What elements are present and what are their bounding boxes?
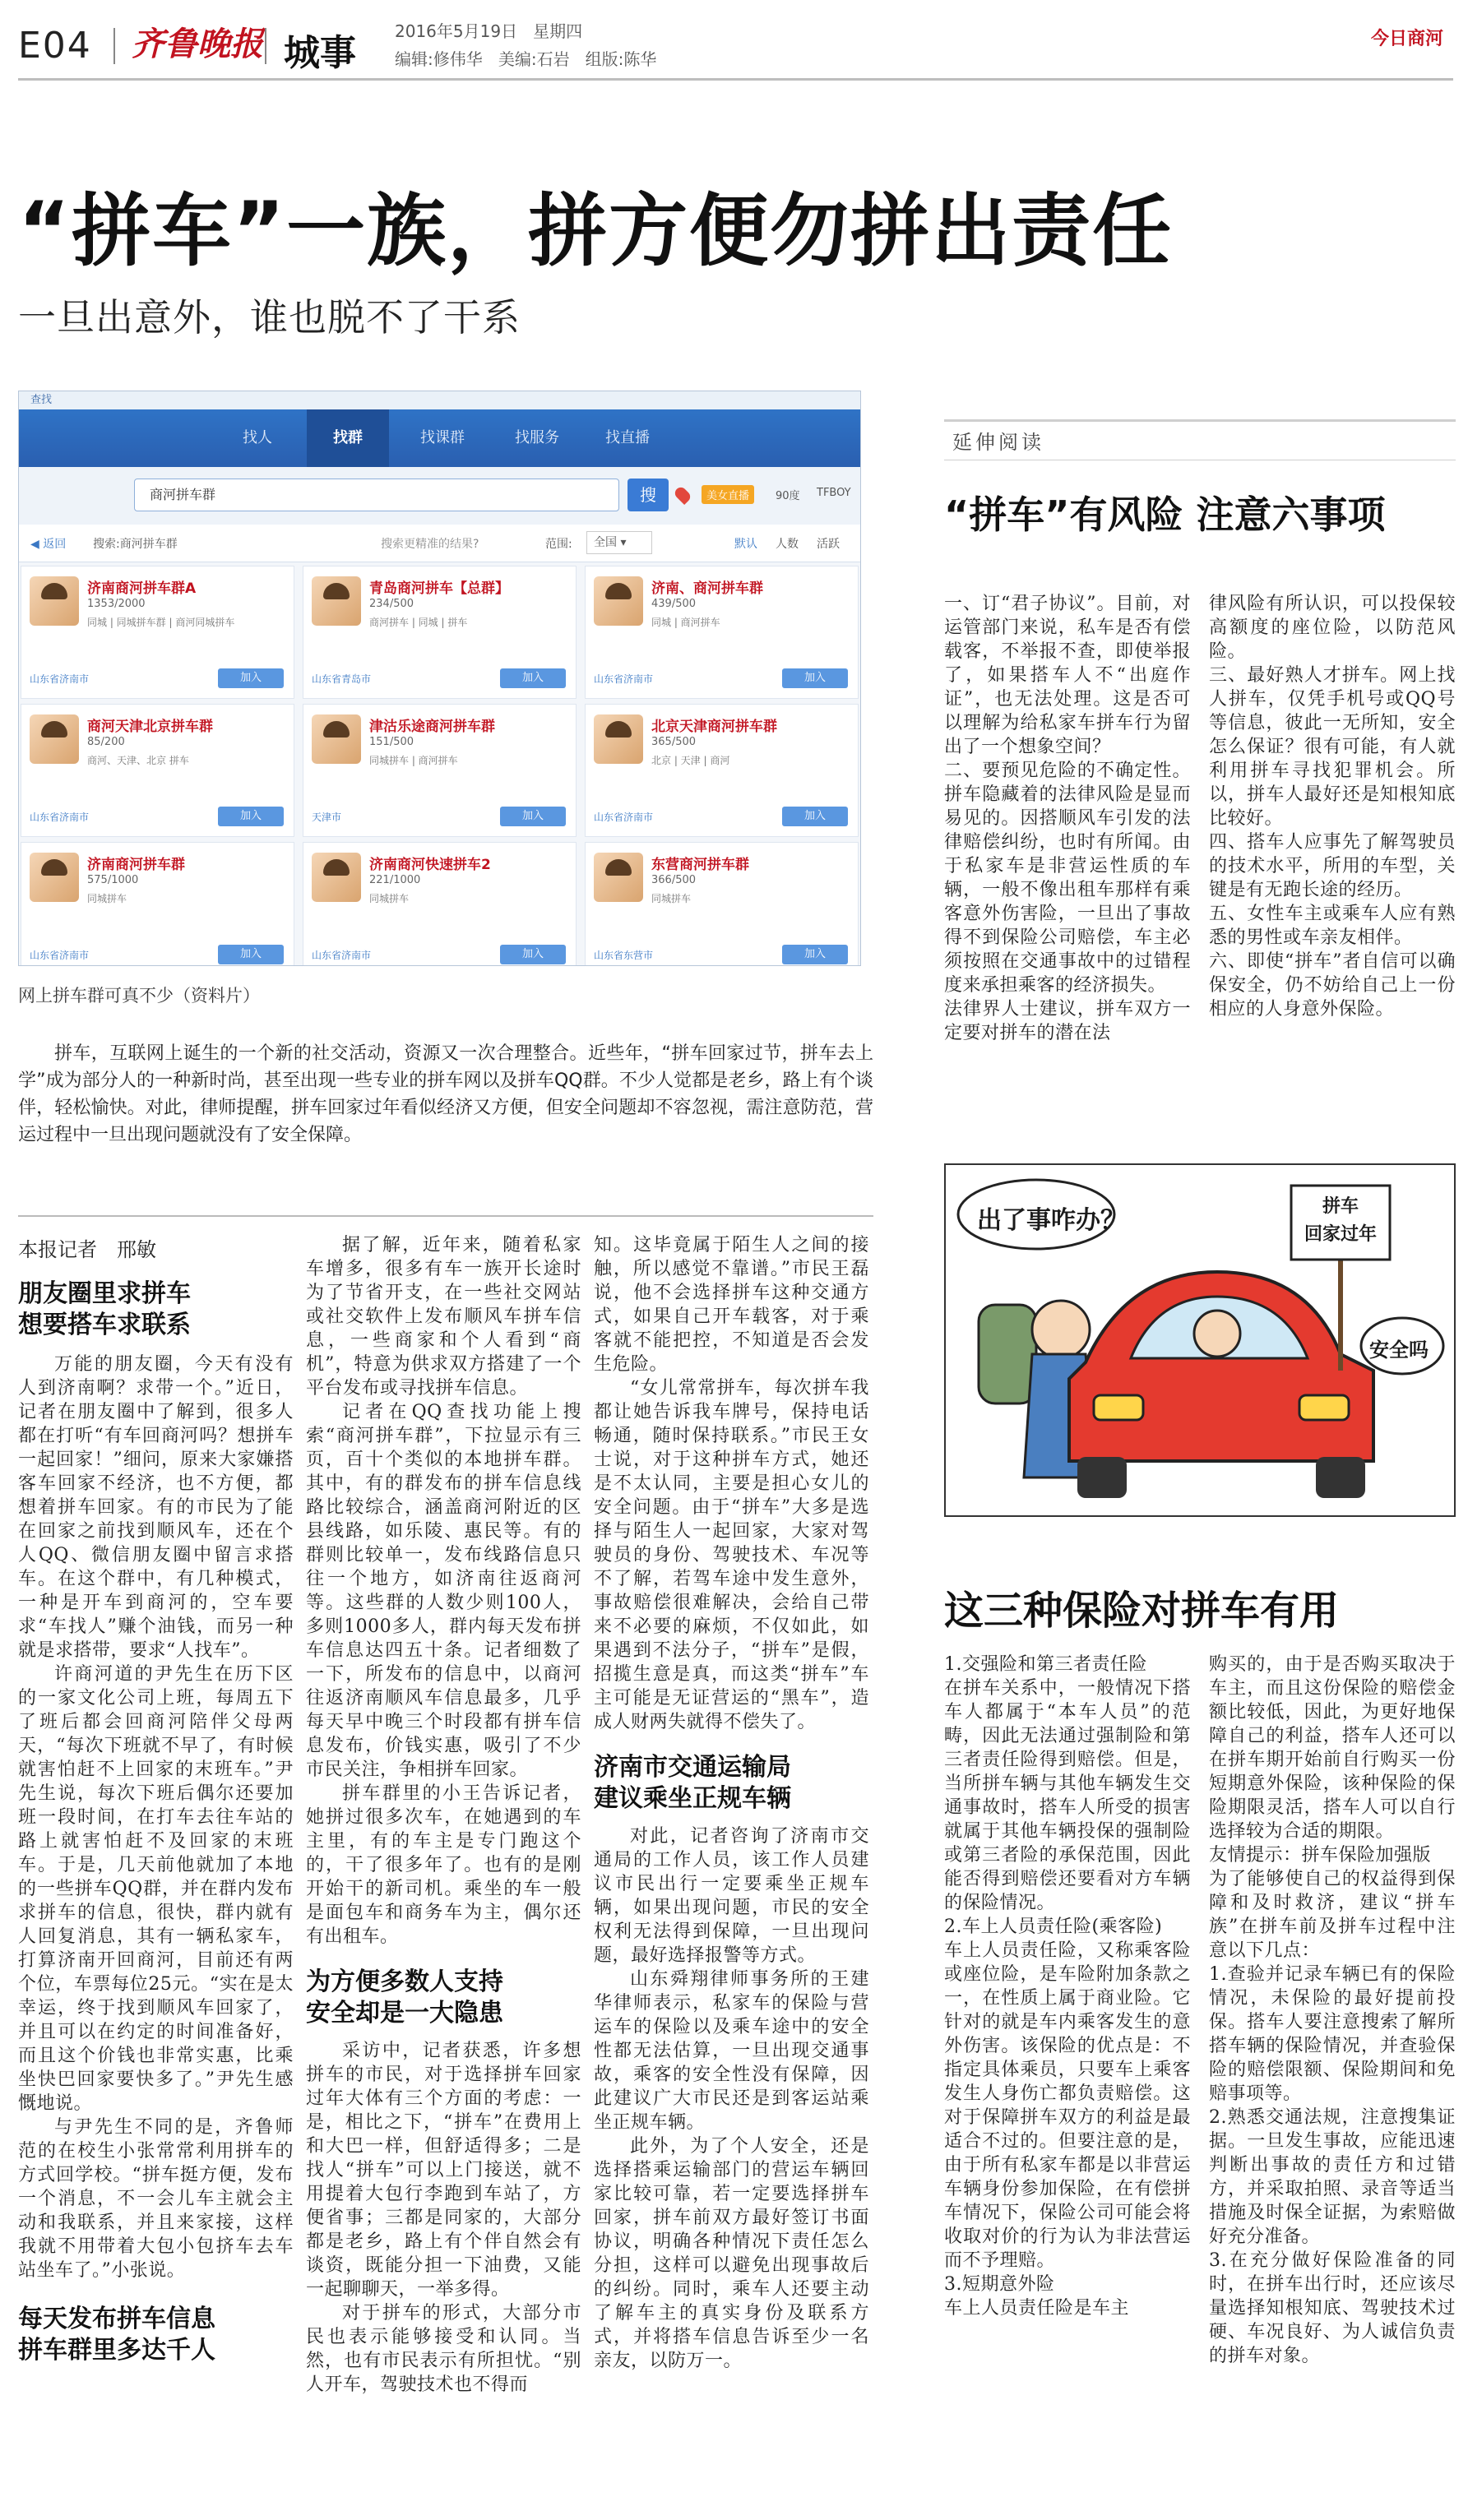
search-row (19, 467, 860, 525)
group-member-count: 1353/2000 (87, 598, 146, 610)
group-location: 天津市 (312, 811, 342, 823)
article-column-3 (594, 1233, 869, 2373)
user-badge: 美女直播 (702, 485, 754, 504)
date: 2016年5月19日 (395, 21, 518, 41)
group-card[interactable] (21, 704, 294, 837)
subhead-line: 想要搭车求联系 (18, 1311, 191, 1339)
group-name: 济南商河快速拼车2 (369, 857, 491, 873)
paragraph: 万能的朋友圈，今天有没有人到济南啊？求带一个。”近日，记者在朋友圈中了解到，很多人都在打听“有车回商河吗？想拼车一起回家！”细问，原来大家嫌搭客车回家不经济，也不方便，都想着拼车回家。有的市民为了能在回家之前找到顺风车，还在个人QQ、微信朋友圈中留言求搭车。在这个群中，有几种模式，一种是开车到商河的，空车要求“车找人”赚个油钱，而另一种就是求搭带，要求“人找车”。 (18, 1354, 294, 1661)
scope-label: 范围: (545, 538, 572, 551)
group-tags: 同城拼车 (87, 893, 127, 904)
section-rule (18, 1215, 873, 1217)
sign-text (1291, 1193, 1390, 1249)
group-member-count: 365/500 (651, 736, 697, 748)
wheel-right (1316, 1457, 1365, 1498)
insurance-column-1: 1.交强险和第三者责任险 在拼车关系中，一般情况下搭车人都属于“本车人员”的范畴，因此无法通过强制险和第三者责任险得到赔偿。但是，当所拼车辆与其他车辆发生交通事故时，搭车人所受的损害就属于其他车辆投保的强制险或第三者险的承保范围，因此能否得到赔偿还要看对方车辆的保险情况。 2.车上人员责任险(乘客险) 车上人员责任险，又称乘客险或座位险，是车险附加条款之一，在性质上属于商业险。它针对的就是车内乘客发生的意外伤害。该保险的优点是：不指定具体乘员，只要车上乘客发生人身伤亡都负责赔偿。这对于保障拼车双方的利益是最适合不过的。但要注意的是，由于所有私家车都是以非营运车辆身份参加保险，在有偿拼车情况下，保险公司可能会将收取对价的行为认为非法营运而不予理赔。 3.短期意外险 车上人员责任险是车主 (944, 1654, 1191, 2319)
carpool-cartoon (944, 1163, 1456, 1517)
group-tags: 同城 | 商河拼车 (651, 617, 720, 628)
subhead-line: 安全却是一大隐患 (306, 1999, 503, 2028)
tab-find-groups[interactable]: 找群 (307, 409, 389, 467)
join-group-button[interactable]: 加入 (500, 945, 566, 964)
layout-editor: 组版:陈华 (585, 49, 657, 69)
sort-members[interactable]: 人数 (776, 538, 799, 551)
group-name: 商河天津北京拼车群 (87, 719, 213, 735)
group-avatar (594, 714, 643, 764)
paragraph: 对此，记者咨询了济南市交通局的工作人员，该工作人员建议市民出行一定要乘坐正规车辆，如果出现问题，市民的安全权利无法得到保障，一旦出现问题，最好选择报警等方式。 (594, 1826, 869, 1966)
paragraph: 知。这毕竟属于陌生人之间的接触，所以感觉不靠谱。”市民王磊说，他不会选择拼车这种交通方式，如果自己开车载客，对于乘客就不能把控，不知道是否会发生危险。 (594, 1235, 869, 1375)
page-number: E04 (18, 25, 92, 67)
user-number: 90度 (776, 490, 800, 502)
photo-caption: 网上拼车群可真不少（资料片） (18, 986, 260, 1006)
article-column-1 (18, 1278, 294, 2366)
group-member-count: 85/200 (87, 736, 125, 748)
group-name: 北京天津商河拼车群 (651, 719, 777, 735)
lead-paragraph: 拼车，互联网上诞生的一个新的社交活动，资源又一次合理整合。近些年，“拼车回家过节，拼车去上学”成为部分人的一种新时尚，甚至出现一些专业的拼车网以及拼车QQ群。不少人觉都是老乡，路上有个谈伴，轻松愉快。对此，律师提醒，拼车回家过年看似经济又方便，但安全问题却不容忽视，需注意防范，营运过程中一旦出现问题就没有了安全保障。 (18, 1043, 873, 1145)
headlight-left (1094, 1395, 1143, 1420)
scope-value: 全国 (594, 536, 617, 549)
tab-find-live[interactable]: 找直播 (605, 429, 650, 446)
join-group-button[interactable]: 加入 (782, 945, 848, 964)
group-location: 山东省济南市 (594, 673, 654, 685)
tab-find-services[interactable]: 找服务 (515, 429, 559, 446)
risk-column-2: 律风险有所认识，可以投保较高额度的座位险，以防范风险。 三、最好熟人才拼车。网上找人拼车，仅凭手机号或QQ号等信息，彼此一无所知，安全怎么保证？很有可能，有人就利用拼车寻找犯罪机会。所以，拼车人最好还是知根知底比较好。 四、搭车人应事先了解驾驶员的技术水平，所用的车型，关键是有无跑长途的经历。 五、女性车主或乘车人应有熟悉的男性或车亲友相伴。 六、即使“拼车”者自信可以确保安全，仍不妨给自己上一份相应的人身意外保险。 (1209, 594, 1456, 1020)
edition-tag: 今日商河 (1370, 29, 1443, 49)
column-body (594, 1824, 869, 2373)
join-group-button[interactable]: 加入 (782, 668, 848, 688)
filter-query: 搜索:商河拼车群 (93, 538, 178, 551)
hiker-head (1032, 1301, 1090, 1358)
group-card[interactable] (21, 842, 294, 966)
join-group-button[interactable]: 加入 (218, 807, 284, 826)
sort-activity[interactable]: 活跃 (817, 538, 840, 551)
subhead-line: 济南市交通运输局 (594, 1753, 791, 1782)
newspaper-logo: 齐鲁晚报 (132, 25, 263, 63)
group-member-count: 221/1000 (369, 874, 421, 886)
group-member-count: 366/500 (651, 874, 697, 886)
group-avatar (312, 853, 361, 902)
paragraph: 采访中，记者获悉，许多想拼车的市民，对于选择拼车回家过年大体有三个方面的考虑：一是，相比之下，“拼车”在费用上和大巴一样，但舒适得多；二是找人“拼车”可以上门接送，就不用提着大包行李跑到车站了，方便省事；三都是同家的，大部分都是老乡，路上有个伴自然会有谈资，既能分担一下油费，又能一起聊聊天，一举多得。 (306, 2041, 581, 2300)
group-member-count: 151/500 (369, 736, 414, 748)
group-location: 山东省济南市 (30, 673, 90, 685)
group-name: 济南、商河拼车群 (651, 580, 763, 597)
subhead-line: 每天发布拼车信息 (18, 2305, 215, 2333)
insurance-section-title: 这三种保险对拼车有用 (944, 1588, 1340, 1634)
sort-default[interactable]: 默认 (734, 538, 757, 551)
subhead-line: 朋友圈里求拼车 (18, 1279, 191, 1308)
group-tags: 商河、天津、北京 拼车 (87, 755, 189, 766)
location-pin-icon (673, 485, 692, 505)
group-card[interactable] (585, 566, 859, 699)
subhead-daily-posts (18, 2304, 294, 2366)
join-group-button[interactable]: 加入 (218, 945, 284, 964)
reply-text: 安全吗 (1369, 1339, 1429, 1362)
paragraph: 许商河道的尹先生在历下区的一家文化公司上班，每周五下了班后都会回商河陪伴父母两天，“每次下班就不早了，有时候就害怕赶不上回家的末班车。”尹先生说，每次下班后偶尔还要加班一段时间，在打车去往车站的路上就害怕赶不及回家的末班车。于是，几天前他就加了本地的一些拼车QQ群，并在群内发布求拼车的信息，很快，群内就有人回复消息，其有一辆私家车，打算济南开回商河，目前还有两个位，车票每位25元。“实在是太幸运，终于找到顺风车回家了，并且可以在约定的时间准备好，而且这个价钱也非常实惠，比乘坐快巴回家要快多了。”尹先生感慨地说。 (18, 1664, 294, 2114)
subhead-line: 为方便多数人支持 (306, 1967, 503, 1996)
paragraph: 对于拼车的形式，大部分市民也表示能够接受和认同。当然，也有市民表示有所担忧。“别人开车，驾驶技术也不得而 (306, 2303, 581, 2395)
column-body (594, 1233, 869, 1734)
group-avatar (30, 714, 79, 764)
group-name: 津沽乐途商河拼车群 (369, 719, 495, 735)
masthead-divider (265, 28, 266, 64)
paragraph: 记者在QQ查找功能上搜索“商河拼车群”，下拉显示有三页，百十个类似的本地拼车群。其中，有的群发布的拼车信息线路比较综合，涵盖商河附近的区县线路，如乐陵、惠民等。有的群则比较单一，发布线路信息只往一个地方，如济南往返商河等。这些群的人数少则100人，多则1000多人，群内每天发布拼车信息达四五十条。记者细数了一下，所发布的信息中，以商河往返济南顺风车信息最多，几乎每天早中晚三个时段都有拼车信息发布，价钱实惠，吸引了不少市民关注，争相拼车回家。 (306, 1402, 581, 1780)
group-card[interactable] (303, 704, 577, 837)
column-body (18, 1352, 294, 2282)
group-avatar (594, 576, 643, 626)
join-group-button[interactable]: 加入 (500, 668, 566, 688)
paragraph: 此外，为了个人安全，还是选择搭乘运输部门的营运车辆回家比较可靠，若一定要选择拼车回家，拼车前双方最好签订书面协议，明确各种情况下责任怎么分担，这样可以避免出现事故后的纠纷。同时，乘车人还要主动了解车主的真实身份及联系方式，并将搭车信息告诉至少一名亲友，以防万一。 (594, 2136, 869, 2371)
group-avatar (312, 714, 361, 764)
paragraph: 与尹先生不同的是，齐鲁师范的在校生小张常常利用拼车的方式回学校。“拼车挺方便，发布一个消息，不一会儿车主就会主动和我联系，并且来家接，这样我就不用带着大包小包挤车去车站坐车了。”小张说。 (18, 2117, 294, 2281)
driver-head (1194, 1311, 1240, 1357)
sign-line: 回家过年 (1304, 1224, 1377, 1245)
backpack (979, 1305, 1036, 1403)
risk-column-1: 一、订“君子协议”。目前，对运管部门来说，私车是否有偿载客，不举报不查，即使举报了，如果搭车人不“出庭作证”，也无法处理。这是否可以理解为给私家车拼车行为留出了一个想象空间？ 二、要预见危险的不确定性。拼车隐藏着的法律风险是显而易见的。因搭顺风车引发的法律赔偿纠纷，也时有所闻。由于私家车是非营运性质的车辆，一般不像出租车那样有乘客意外伤害险，一旦出了事故得不到保险公司赔偿，车主必须按照在交通事故中的过错程度来承担乘客的经济损失。 法律界人士建议，拼车双方一定要对拼车的潜在法 (944, 594, 1191, 1043)
group-name: 济南商河拼车群A (87, 580, 197, 597)
extended-reading-label: 延伸阅读 (944, 427, 1067, 458)
group-card[interactable] (21, 566, 294, 699)
bubble-text: 出了事咋办？ (977, 1206, 1125, 1235)
wheel-left (1077, 1457, 1127, 1498)
paragraph: 山东舜翔律师事务所的王建华律师表示，私家车的保险与营运车的保险以及乘车途中的安全性都无法估算，一旦出现交通事故，乘客的安全性没有保障，因此建议广大市民还是到客运站乘坐正规车辆。 (594, 1969, 869, 2133)
column-body (306, 2039, 581, 2397)
issue-date (395, 18, 582, 42)
group-avatar (30, 853, 79, 902)
group-location: 山东省济南市 (312, 950, 372, 961)
scope-select[interactable]: 全国 ▾ (586, 531, 652, 554)
group-card[interactable] (585, 704, 859, 837)
masthead-rule (18, 78, 1453, 81)
article-lead (18, 1040, 873, 1149)
group-tags: 同城 | 同城拼车群 | 商河同城拼车 (87, 617, 235, 628)
back-link[interactable]: ◀ 返回 (30, 538, 67, 551)
sign-line: 拼车 (1322, 1196, 1359, 1217)
group-location: 山东省青岛市 (312, 673, 372, 685)
group-card[interactable] (303, 842, 577, 966)
tab-find-people[interactable]: 找人 (243, 429, 272, 446)
group-location: 山东省济南市 (30, 811, 90, 823)
headline: “拼车”一族，拼方便勿拼出责任 (18, 185, 1174, 277)
tab-find-class-groups[interactable]: 找课群 (420, 429, 465, 446)
extended-reading-bar (944, 419, 1456, 460)
group-member-count: 439/500 (651, 598, 697, 610)
search-nav-bar (19, 409, 860, 467)
subhead-line: 建议乘坐正规车辆 (594, 1784, 791, 1813)
weekday: 星期四 (533, 21, 583, 41)
user-name: TFBOY (817, 487, 851, 499)
subhead-line: 拼车群里多达千人 (18, 2336, 215, 2365)
paragraph: 拼车群里的小王告诉记者，她拼过很多次车，在她遇到的车主里，有的车主是专门跑这个的，干了很多年了。也有的是刚开始干的新司机。乘坐的车一般是面包车和商务车为主，偶尔还有出租车。 (306, 1783, 581, 1947)
column-body (306, 1233, 581, 1949)
search-button[interactable]: 搜 (627, 479, 669, 511)
group-tags: 同城拼车 (369, 893, 410, 904)
art-editor: 美编:石岩 (498, 49, 570, 69)
masthead-divider (113, 28, 115, 64)
editor: 编辑:修伟华 (395, 49, 483, 69)
join-group-button[interactable]: 加入 (500, 807, 566, 826)
group-card[interactable] (303, 566, 577, 699)
group-name: 济南商河拼车群 (87, 857, 185, 873)
paragraph: 据了解，近年来，随着私家车增多，很多有车一族开长途时为了节省开支，在一些社交网站或社交软件上发布顺风车拼车信息，一些商家和个人看到“商机”，特意为供求双方搭建了一个平台发布或寻找拼车信息。 (306, 1235, 581, 1399)
filter-bar (19, 525, 860, 562)
window-title: 查找 (19, 391, 860, 409)
group-tags: 北京 | 天津 | 商河 (651, 755, 730, 766)
group-tags: 商河拼车 | 同城 | 拼车 (369, 617, 468, 628)
reporter-byline: 本报记者 邢敏 (18, 1238, 156, 1261)
group-location: 山东省济南市 (594, 811, 654, 823)
join-group-button[interactable]: 加入 (218, 668, 284, 688)
section-name: 城事 (284, 32, 356, 74)
group-tags: 同城拼车 | 商河拼车 (369, 755, 458, 766)
group-search-input[interactable]: 商河拼车群 (134, 479, 619, 511)
group-location: 山东省济南市 (30, 950, 90, 961)
group-avatar (30, 576, 79, 626)
subhead-friend-circle (18, 1278, 294, 1341)
editor-credits (395, 46, 656, 70)
group-tags: 同城拼车 (651, 893, 692, 904)
group-name: 东营商河拼车群 (651, 857, 749, 873)
group-avatar (312, 576, 361, 626)
insurance-column-2: 购买的，由于是否购买取决于车主，而且这份保险的赔偿金额比较低，因此，为更好地保障自己的利益，搭车人还可以在拼车期开始前自行购买一份短期意外保险，该种保险的保险期限灵活，搭车人可以自行选择较为合适的期限。 友情提示：拼车保险加强版 为了能够使自己的权益得到保障和及时救济，建议“拼车族”在拼车前及拼车过程中注意以下几点： 1.查验并记录车辆已有的保险情况，未保险的最好提前投保。搭车人要注意搜索了解所搭车辆的保险情况，并查验保险的赔偿限额、保险期间和免赔事项等。 2.熟悉交通法规，注意搜集证据。一旦发生事故，应能迅速判断出事故的责任方和过错方，并采取拍照、录音等适当措施及时保全证据，为索赔做好充分准备。 3.在充分做好保险准备的同时，在拼车出行时，还应该尽量选择知根知底、驾驶技术过硬、车况良好、为人诚信负责的拼车对象。 (1209, 1654, 1456, 2366)
group-avatar (594, 853, 643, 902)
group-location: 山东省东营市 (594, 950, 654, 961)
article-column-2 (306, 1233, 581, 2397)
qq-search-screenshot (18, 391, 861, 966)
filter-hint: 搜索更精准的结果? (381, 538, 479, 551)
group-name: 青岛商河拼车【总群】 (369, 580, 509, 597)
headlight-right (1299, 1395, 1349, 1420)
join-group-button[interactable]: 加入 (782, 807, 848, 826)
back-label: 返回 (43, 538, 67, 551)
group-member-count: 234/500 (369, 598, 414, 610)
risk-section-title: “拼车”有风险 注意六事项 (944, 492, 1386, 537)
paragraph: “女儿常常拼车，每次拼车我都让她告诉我车牌号，保持电话畅通，随时保持联系。”市民王女士说，对于这种拼车方式，她还是不太认同，主要是担心女儿的安全问题。由于“拼车”大多是选择与陌生人一起回家，大家对驾驶员的身份、驾驶技术、车况等不了解，若驾车途中发生意外，事故赔偿很难解决，会给自己带来不必要的麻烦，不仅如此，如果遇到不法分子，“拼车”是假，招揽生意是真，而这类“拼车”车主可能是无证营运的“黑车”，造成人财两失就得不偿失了。 (594, 1378, 869, 1732)
subhead-convenience (306, 1967, 581, 2029)
group-card[interactable] (585, 842, 859, 966)
group-member-count: 575/1000 (87, 874, 139, 886)
subhead-transport-bureau (594, 1752, 869, 1815)
subheadline: 一旦出意外，谁也脱不了干系 (18, 295, 521, 340)
